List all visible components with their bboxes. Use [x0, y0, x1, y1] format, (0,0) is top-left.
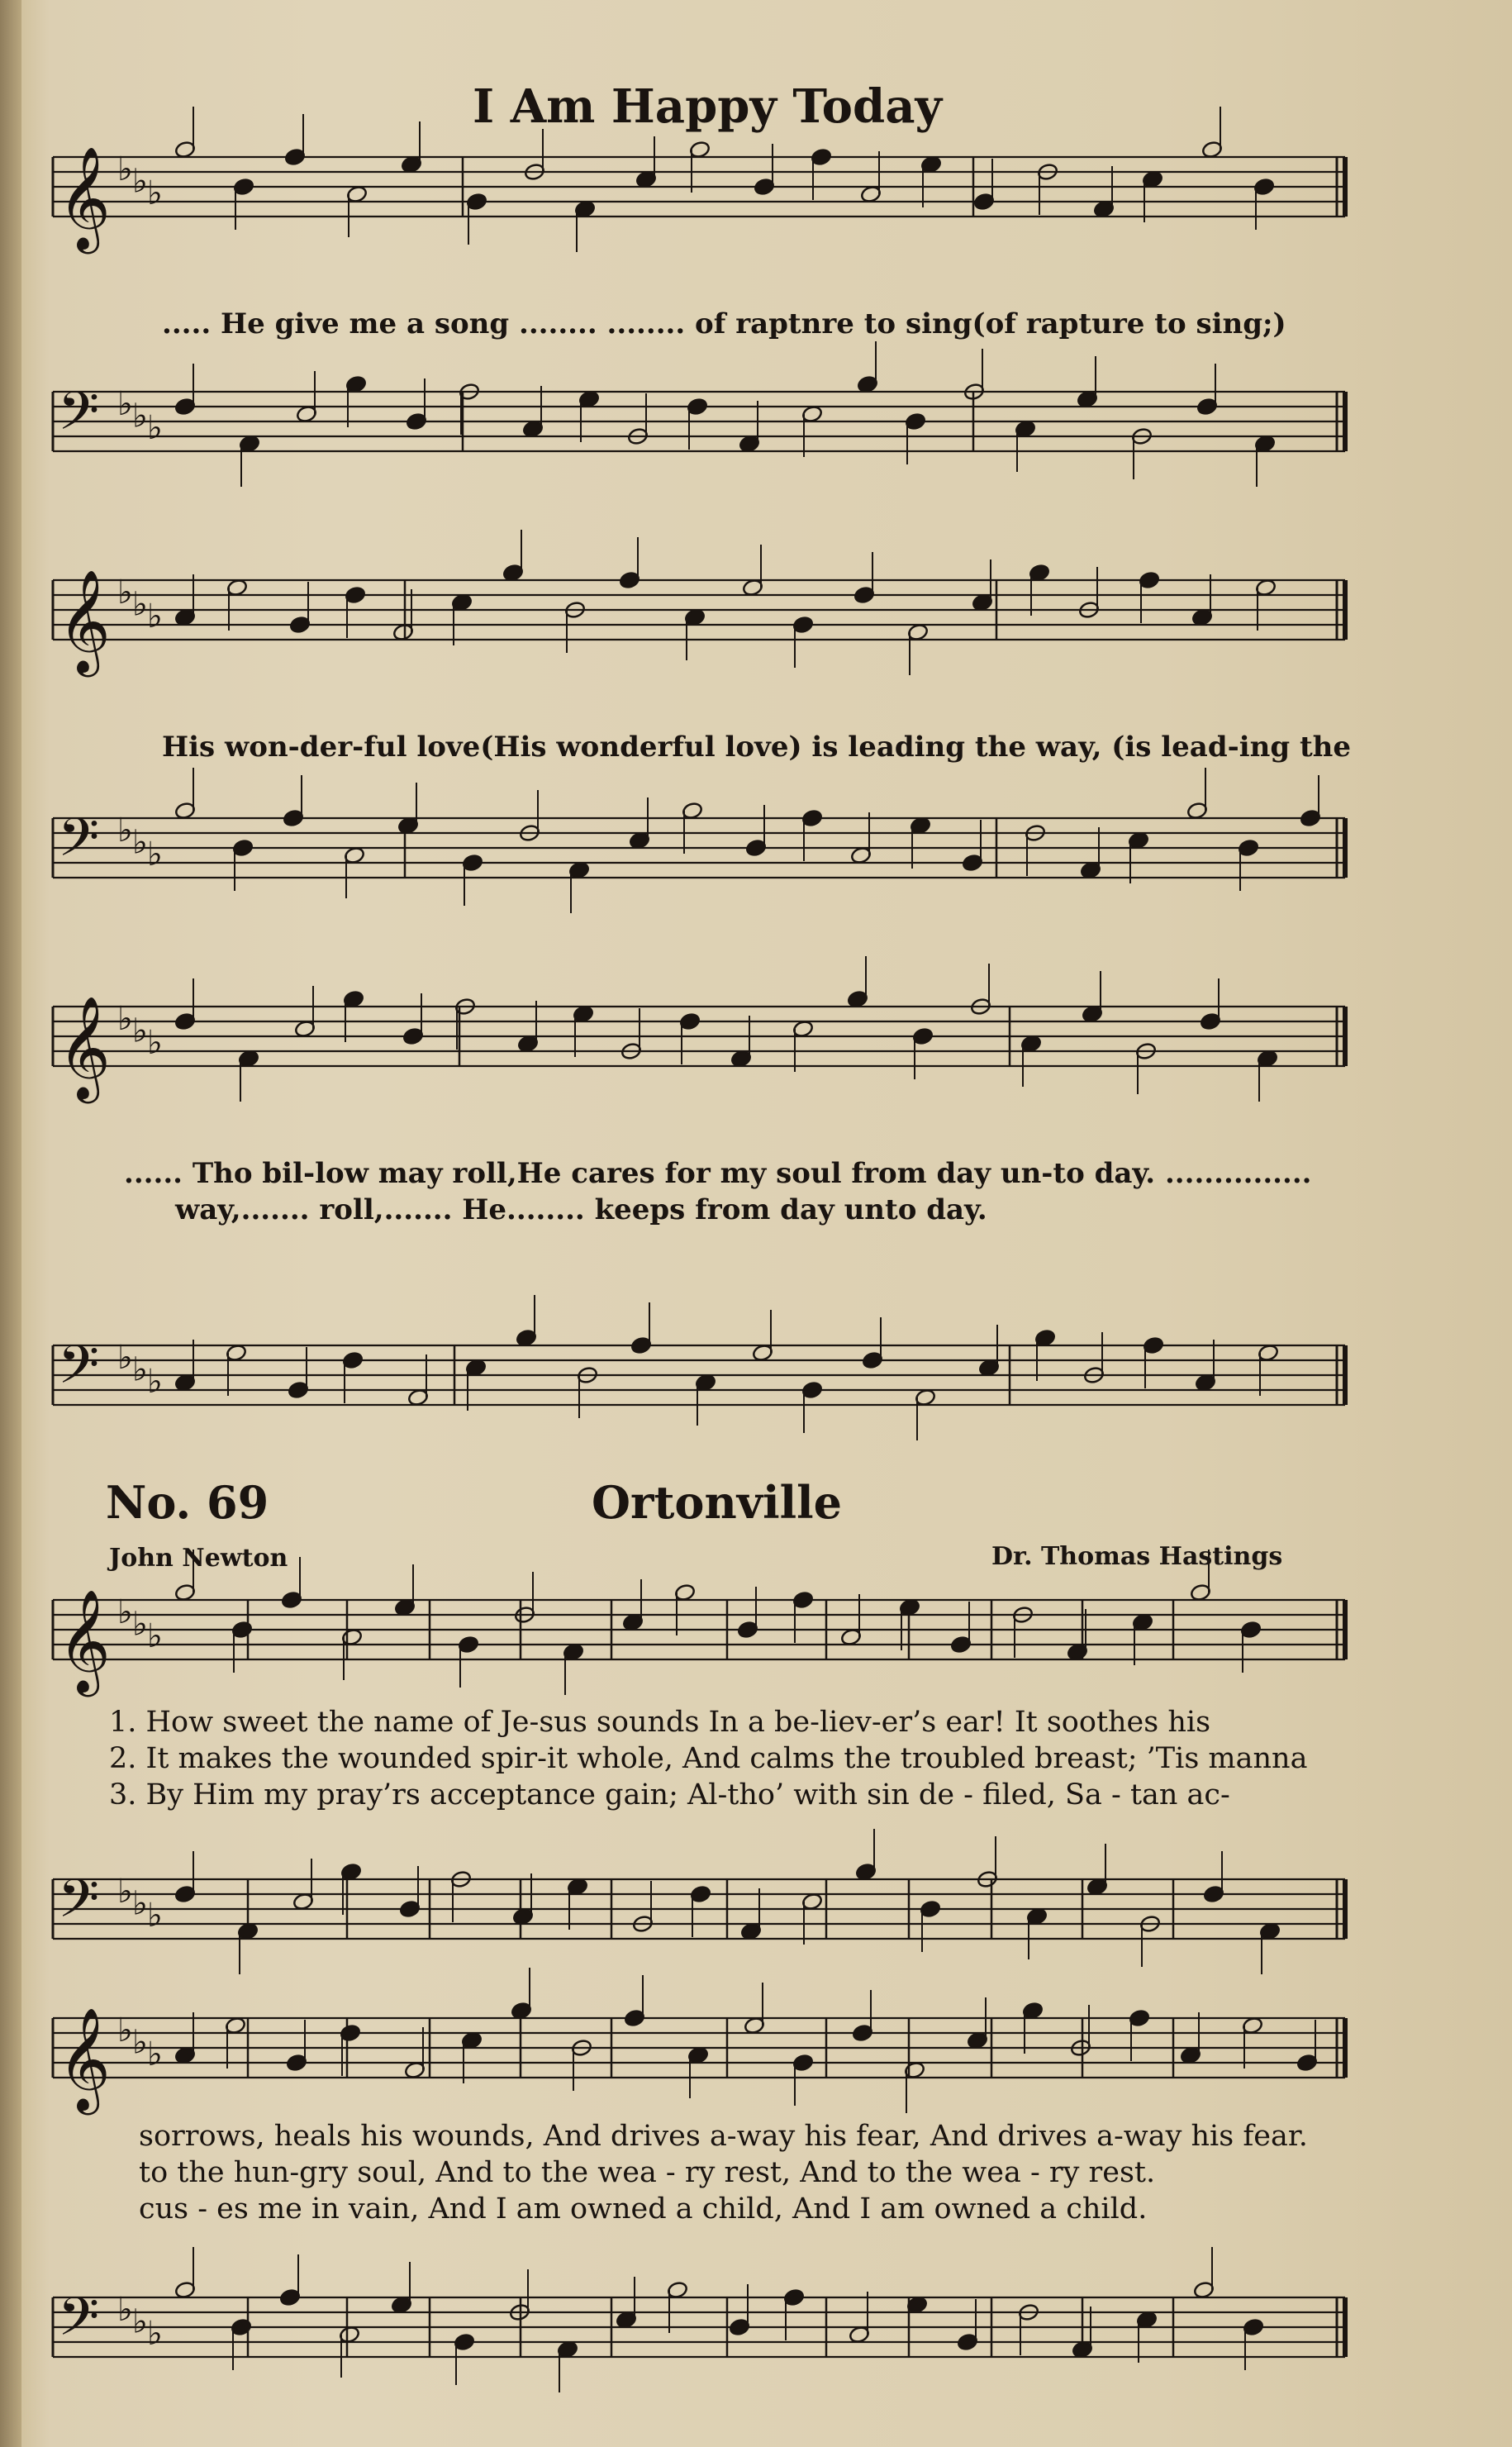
- flat-icon: ♭: [117, 812, 133, 850]
- flat-icon: ♭: [117, 1000, 133, 1038]
- song2-verse-line-3b: cus - es me in vain, And I am owned a child, And I am owned a child.: [139, 2192, 1148, 2226]
- flat-icon: ♭: [132, 1884, 148, 1923]
- song2-lyricist: John Newton: [109, 1544, 288, 1573]
- flat-icon: ♭: [132, 2023, 148, 2062]
- bass-clef-icon: 𝄢: [58, 807, 100, 882]
- flat-icon: ♭: [117, 2011, 133, 2049]
- song2-verse-line-1b: sorrows, heals his wounds, And drives a-way his fear, And drives a-way his fear.: [139, 2120, 1308, 2153]
- flat-icon: ♭: [147, 835, 163, 874]
- flat-icon: ♭: [132, 162, 148, 201]
- flat-icon: ♭: [147, 174, 163, 212]
- song1-lyric-line-2: His won-der-ful love(His wonderful love) is leading the way, (is lead-ing the: [162, 731, 1352, 764]
- bass-clef-icon: 𝄢: [58, 1335, 100, 1409]
- treble-clef-icon: 𝄞: [58, 146, 111, 250]
- song2-verse-line-3a: 3. By Him my pray’rs acceptance gain; Al-tho’ with sin de - filed, Sa - tan ac-: [109, 1778, 1230, 1811]
- flat-icon: ♭: [117, 150, 133, 188]
- treble-clef-icon: 𝄞: [58, 2007, 111, 2111]
- flat-icon: ♭: [132, 585, 148, 624]
- flat-icon: ♭: [132, 397, 148, 436]
- flat-icon: ♭: [117, 1593, 133, 1631]
- song1-lyric-line-3: ...... Tho bil-low may roll,He cares for my soul from day un-to day. ...............: [124, 1157, 1312, 1190]
- flat-icon: ♭: [132, 2302, 148, 2341]
- flat-icon: ♭: [147, 1023, 163, 1062]
- song1-title: I Am Happy Today: [473, 79, 943, 134]
- flat-icon: ♭: [117, 385, 133, 423]
- flat-icon: ♭: [132, 1605, 148, 1644]
- flat-icon: ♭: [147, 408, 163, 447]
- treble-clef-icon: 𝄞: [58, 996, 111, 1099]
- flat-icon: ♭: [147, 597, 163, 636]
- flat-icon: ♭: [147, 1616, 163, 1655]
- song2-composer: Dr. Thomas Hastings: [991, 1542, 1283, 1571]
- bass-clef-icon: 𝄢: [58, 1869, 100, 1943]
- treble-clef-icon: 𝄞: [58, 569, 111, 673]
- song1-lyric-line-4: way,....... roll,....... He........ keeps from day unto day.: [175, 1193, 987, 1226]
- song2-number: No. 69: [106, 1476, 269, 1529]
- flat-icon: ♭: [147, 1362, 163, 1401]
- flat-icon: ♭: [117, 2291, 133, 2329]
- song2-verse-line-2a: 2. It makes the wounded spir-it whole, And calms the troubled breast; ’Tis manna: [109, 1742, 1308, 1775]
- bass-clef-icon: 𝄢: [58, 2287, 100, 2361]
- flat-icon: ♭: [147, 1896, 163, 1935]
- flat-icon: ♭: [147, 2035, 163, 2073]
- flat-icon: ♭: [117, 574, 133, 612]
- flat-icon: ♭: [132, 1012, 148, 1050]
- flat-icon: ♭: [132, 823, 148, 862]
- bass-clef-icon: 𝄢: [58, 381, 100, 455]
- flat-icon: ♭: [147, 2314, 163, 2353]
- flat-icon: ♭: [117, 1339, 133, 1377]
- song2-verse-line-2b: to the hun-gry soul, And to the wea - ry rest, And to the wea - ry rest.: [139, 2156, 1156, 2189]
- song2-title: Ortonville: [592, 1476, 842, 1529]
- flat-icon: ♭: [117, 1873, 133, 1911]
- flat-icon: ♭: [132, 1350, 148, 1389]
- song2-verse-line-1a: 1. How sweet the name of Je-sus sounds In a be-liev-er’s ear! It soothes his: [109, 1706, 1211, 1739]
- song1-lyric-line-1: ..... He give me a song ........ ........ of raptnre to sing(of rapture to sing;): [162, 307, 1286, 340]
- treble-clef-icon: 𝄞: [58, 1589, 111, 1692]
